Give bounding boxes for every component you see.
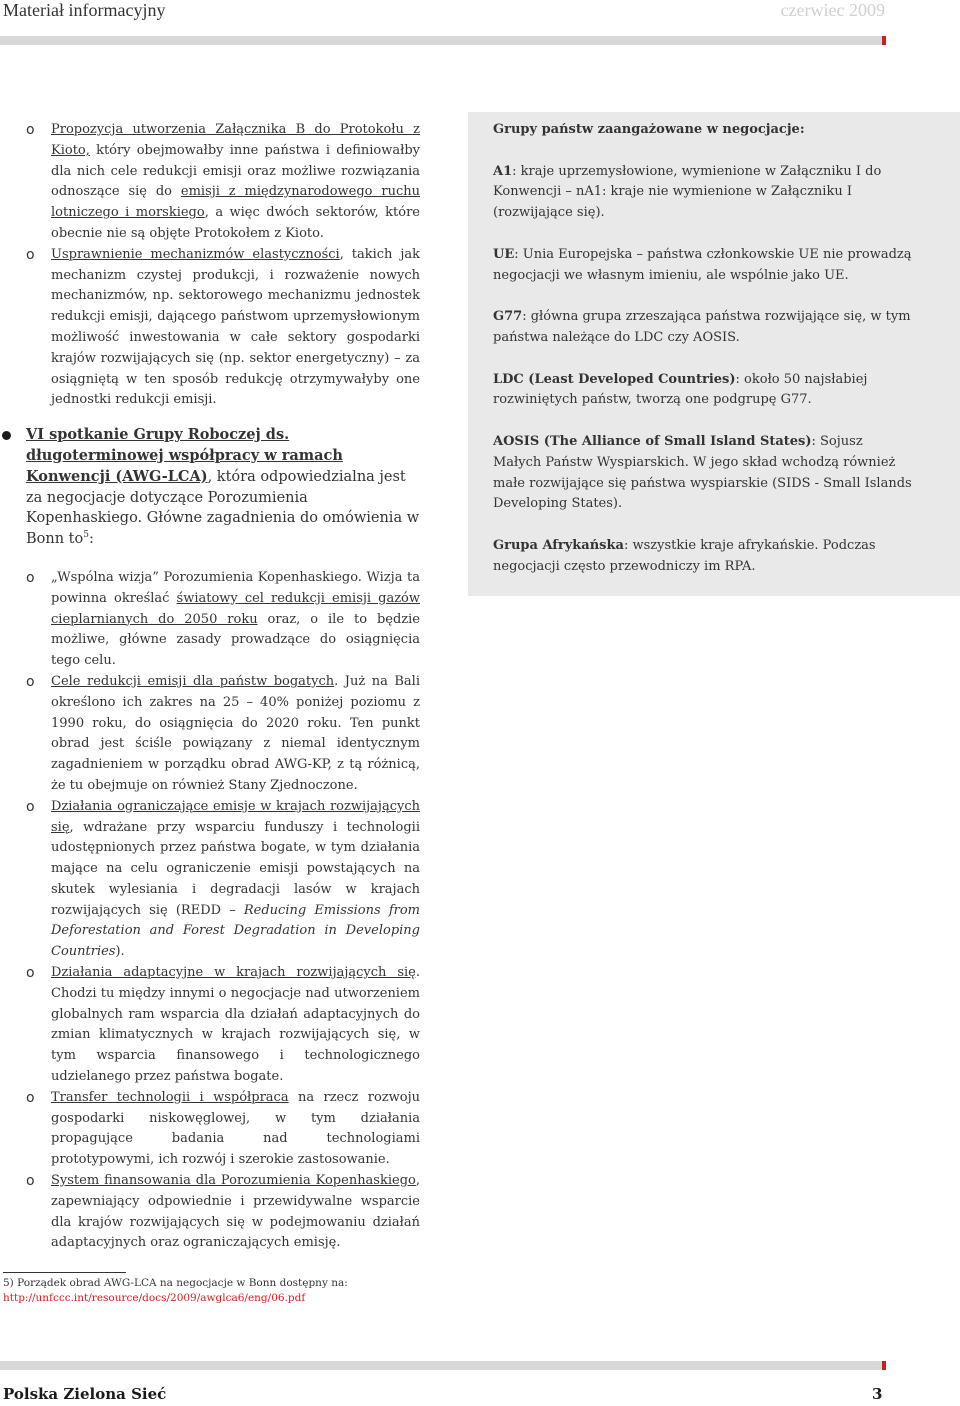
list-item — [26, 245, 420, 411]
sidebox-content — [493, 120, 913, 598]
item-text: oraz, o ile to będzie możliwe, główne zasady prowadzące do osiągnięcia tego celu. — [51, 611, 421, 669]
negotiation-groups-box — [468, 112, 960, 596]
list-item — [26, 672, 420, 797]
group-desc: : kraje uprzemysłowione, wymienione w Załączniku I do Konwencji – nA1: kraje nie wymienione w Załączniku I (rozwijające się). — [493, 163, 882, 221]
item-link-text: Transfer technologii i współpraca — [51, 1089, 289, 1105]
group-term: A1 — [493, 163, 513, 179]
item-text: który obejmowałby inne państwa i definiowałby dla nich cele redukcji emisji oraz możliwe rozwiązania odnoszące się do — [51, 142, 420, 200]
main-bullet-text-end: : — [88, 531, 94, 548]
list-marker: o — [26, 673, 35, 690]
footnote-text: 5) Porządek obrad AWG-LCA na negocjacje w Bonn dostępny na: — [3, 1277, 348, 1289]
list-marker: o — [26, 1089, 35, 1106]
group-term: UE — [493, 246, 515, 262]
list-item — [26, 1088, 420, 1171]
main-bullet-heading: VI spotkanie Grupy Roboczej ds. długoterminowej współpracy w ramach Konwencji (AWG-LCA) — [26, 426, 343, 485]
item-link-text: System finansowania dla Porozumienia Kopenhaskiego — [51, 1173, 416, 1189]
footnote-link[interactable]: http://unfccc.int/resource/docs/2009/awglca6/eng/06.pdf — [3, 1292, 306, 1304]
group-desc: : wszystkie kraje afrykańskie. Podczas negocjacji często przewodniczy im RPA. — [493, 537, 876, 574]
item-link-text: Usprawnienie mechanizmów elastyczności — [51, 246, 340, 262]
item-text: . Już na Bali określono ich zakres na 25 – 40% poniżej poziomu z 1990 roku, do osiągnięcia do 2020 roku. Ten punkt obrad jest ściśle powiązany z niemal identycznym zagadnieniem w porządku obrad AWG-KP, z tą różnicą, że tu obejmuje on również Stany Zjednoczone. — [51, 673, 420, 793]
main-bullet-text: , która odpowiedzialna jest za negocjacje dotyczące Porozumienia Kopenhaskiego. Główne zagadnienia do omówienia w Bonn to — [26, 468, 420, 548]
group-entry — [493, 536, 913, 578]
group-desc: : główna grupa zrzeszająca państwa rozwijające się, w tym państwa należące do LDC czy AOSIS. — [493, 309, 911, 345]
main-bullet — [26, 425, 420, 550]
group-entry — [493, 162, 913, 224]
header-title: Materiał informacyjny — [3, 0, 166, 20]
sub-list — [26, 568, 420, 1254]
footer-org: Polska Zielona Sieć — [3, 1385, 167, 1403]
group-entry — [493, 307, 913, 349]
header-rule-accent — [882, 36, 886, 45]
item-link-text: Cele redukcji emisji dla państw bogatych — [51, 673, 335, 689]
item-text: ). — [115, 944, 125, 960]
item-link-text: Propozycja utworzenia Załącznika B do Protokołu z Kioto, — [51, 122, 420, 158]
list-marker: o — [26, 122, 35, 138]
group-entry — [493, 370, 913, 412]
group-entry — [493, 432, 913, 515]
list-marker: o — [26, 1173, 35, 1190]
item-text: , takich jak mechanizm czystej produkcji, i rozważenie nowych mechanizmów, np. sektorowego mechanizmu jednostek redukcji emisji, dającego państwom uprzemysłowionym możliwość inwestowania w całe sektory gospodarki krajów rozwijających się (np. sektor energetyczny) – za osiągniętą w ten sposób redukcję otrzymywałyby one jednostki redukcji emisji. — [51, 246, 420, 408]
group-term: AOSIS (The Alliance of Small Island States) — [493, 433, 812, 449]
footer-rule-accent — [882, 1361, 886, 1370]
item-link-text: światowy cel redukcji emisji gazów cieplarnianych do 2050 roku — [51, 590, 420, 627]
bullet-dot-icon — [2, 431, 11, 440]
item-link-text: Działania ograniczające emisje w krajach rozwijających się — [51, 798, 420, 835]
main-column — [26, 120, 420, 1254]
group-desc: : Unia Europejska – państwa członkowskie UE nie prowadzą negocjacji we własnym imieniu, ale wspólnie jako UE. — [493, 246, 912, 283]
list-item — [26, 120, 420, 245]
footnote-ref[interactable]: 5 — [83, 530, 89, 541]
item-text: , wdrażane przy wsparciu funduszy i technologii udostępnionych przez państwa bogate, w tym działania mające na celu ograniczenie emisji powstających na skutek wylesiania i degradacji lasów w krajach rozwijających się (REDD — [51, 819, 420, 918]
footer-rule — [0, 1361, 886, 1370]
list-marker: o — [26, 798, 35, 815]
group-desc: : Sojusz Małych Państw Wyspiarskich. W jego skład wchodzą również małe rozwijające się państwa wyspiarskie (SIDS - Small Islands Developing States). — [493, 433, 912, 512]
group-term: Grupa Afrykańska — [493, 537, 624, 553]
footnote — [3, 1276, 403, 1306]
item-link-text: Działania adaptacyjne w krajach rozwijających się — [51, 965, 416, 981]
item-text: , a więc dwóch sektorów, które obecnie nie są objęte Protokołem z Kioto. — [51, 205, 420, 241]
list-item — [26, 568, 420, 672]
group-term: G77 — [493, 309, 523, 325]
footnote-rule — [3, 1272, 126, 1273]
list-marker: o — [26, 569, 35, 586]
list-marker: o — [26, 965, 35, 982]
item-text: „Wspólna wizja” Porozumienia Kopenhaskiego. Wizja ta powinna określać — [51, 569, 420, 606]
list-item — [26, 797, 420, 963]
item-italic-text: – Reducing Emissions from Deforestation and Forest Degradation in Developing Countries — [51, 902, 420, 960]
page-header — [0, 0, 960, 34]
page-number: 3 — [872, 1385, 883, 1403]
header-date: czerwiec 2009 — [780, 0, 885, 20]
sidebox-title: Grupy państw zaangażowane w negocjacje: — [493, 122, 805, 137]
list-marker: o — [26, 246, 35, 263]
list-item — [26, 963, 420, 1088]
group-desc: : około 50 najsłabiej rozwiniętych państw, tworzą one podgrupę G77. — [493, 371, 868, 408]
header-rule — [0, 36, 886, 45]
group-entry — [493, 245, 913, 287]
item-text: . Chodzi tu między innymi o negocjacje nad utworzeniem globalnych ram wsparcia dla działań adaptacyjnych do zmian klimatycznych w krajach rozwijających się, w tym wsparcia finansowego i technologicznego udzielanego przez państwa bogate. — [51, 965, 420, 1085]
list-item — [26, 1171, 420, 1254]
item-text: , zapewniający odpowiednie i przewidywalne wsparcie dla krajów rozwijających się w podejmowaniu działań adaptacyjnych oraz ograniczających emisję. — [51, 1173, 420, 1251]
group-term: LDC (Least Developed Countries) — [493, 371, 736, 387]
item-text: na rzecz rozwoju gospodarki niskowęglowej, w tym działania propagujące badania nad technologiami prototypowymi, ich rozwój i szerokie zastosowanie. — [51, 1089, 421, 1168]
item-link-text: emisji z międzynarodowego ruchu lotniczego i morskiego — [51, 184, 420, 221]
